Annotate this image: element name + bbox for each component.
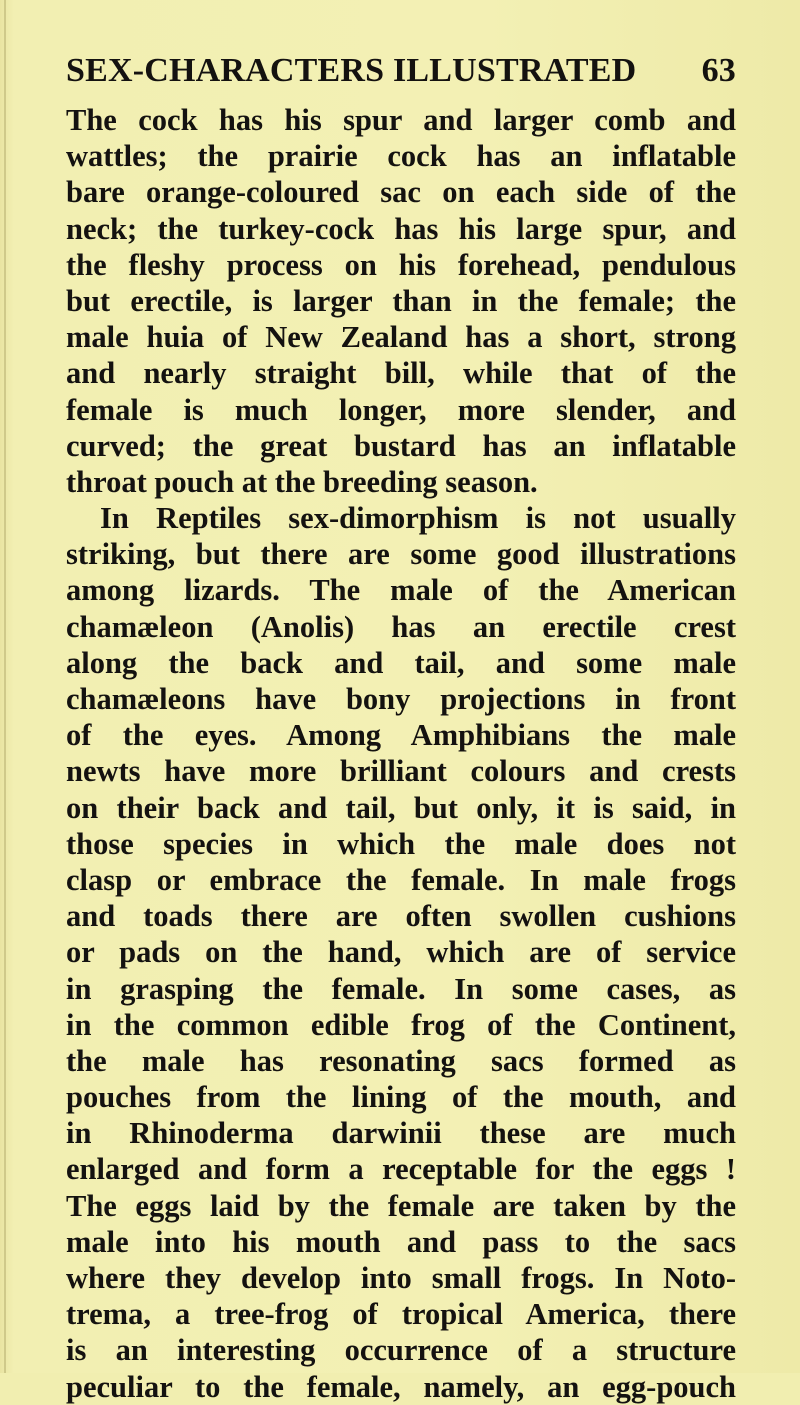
text-line: but erectile, is larger than in the female; the: [66, 283, 736, 318]
page-header: [66, 52, 736, 96]
text-line: The eggs laid by the female are taken by the: [66, 1188, 736, 1223]
text-line: pouches from the lining of the mouth, and: [66, 1080, 736, 1115]
text-line: male into his mouth and pass to the sacs: [66, 1224, 736, 1259]
text-line: bare orange-coloured sac on each side of the: [66, 175, 736, 210]
text-line: female is much longer, more slender, and: [66, 392, 736, 427]
text-line: wattles; the prairie cock has an inflatable: [66, 139, 736, 174]
page-number: 63: [701, 52, 736, 89]
text-line: and nearly straight bill, while that of the: [66, 356, 736, 391]
text-line: in the common edible frog of the Continent,: [66, 1007, 736, 1042]
body-text: [66, 102, 736, 1405]
text-line: neck; the turkey-cock has his large spur, and: [66, 211, 736, 246]
text-line: chamæleon (Anolis) has an erectile crest: [66, 609, 736, 644]
page-edge: [4, 0, 6, 1373]
text-line: throat pouch at the breeding season.: [66, 464, 538, 499]
text-line: of the eyes. Among Amphibians the male: [66, 718, 736, 753]
text-line: newts have more brilliant colours and crests: [66, 754, 736, 789]
text-line: in Rhinoderma darwinii these are much: [66, 1116, 736, 1151]
text-line: the fleshy process on his forehead, pendulous: [66, 247, 736, 282]
text-line: the male has resonating sacs formed as: [66, 1043, 736, 1078]
text-line: is an interesting occurrence of a structure: [66, 1333, 736, 1368]
text-line: The cock has his spur and larger comb and: [66, 103, 736, 137]
text-line: or pads on the hand, which are of service: [66, 935, 736, 970]
text-line: enlarged and form a receptable for the eggs !: [66, 1152, 736, 1187]
running-head: SEX-CHARACTERS ILLUSTRATED: [66, 52, 637, 89]
text-line: peculiar to the female, namely, an egg-pouch: [66, 1369, 736, 1404]
text-line: those species in which the male does not: [66, 826, 736, 861]
text-line: striking, but there are some good illustrations: [66, 537, 736, 572]
text-line: in grasping the female. In some cases, as: [66, 971, 736, 1006]
text-line: trema, a tree-frog of tropical America, there: [66, 1297, 736, 1332]
text-line: chamæleons have bony projections in front: [66, 682, 736, 716]
paragraph-first-line: In Reptiles sex-dimorphism is not usually: [100, 501, 736, 536]
text-line: male huia of New Zealand has a short, strong: [66, 320, 736, 355]
text-line: clasp or embrace the female. In male frogs: [66, 862, 736, 897]
text-line: where they develop into small frogs. In Noto-: [66, 1261, 736, 1295]
text-line: and toads there are often swollen cushions: [66, 899, 736, 934]
text-line: along the back and tail, and some male: [66, 645, 736, 680]
text-line: curved; the great bustard has an inflatable: [66, 428, 736, 463]
text-line: on their back and tail, but only, it is said, in: [66, 790, 736, 825]
text-line: among lizards. The male of the American: [66, 573, 736, 608]
